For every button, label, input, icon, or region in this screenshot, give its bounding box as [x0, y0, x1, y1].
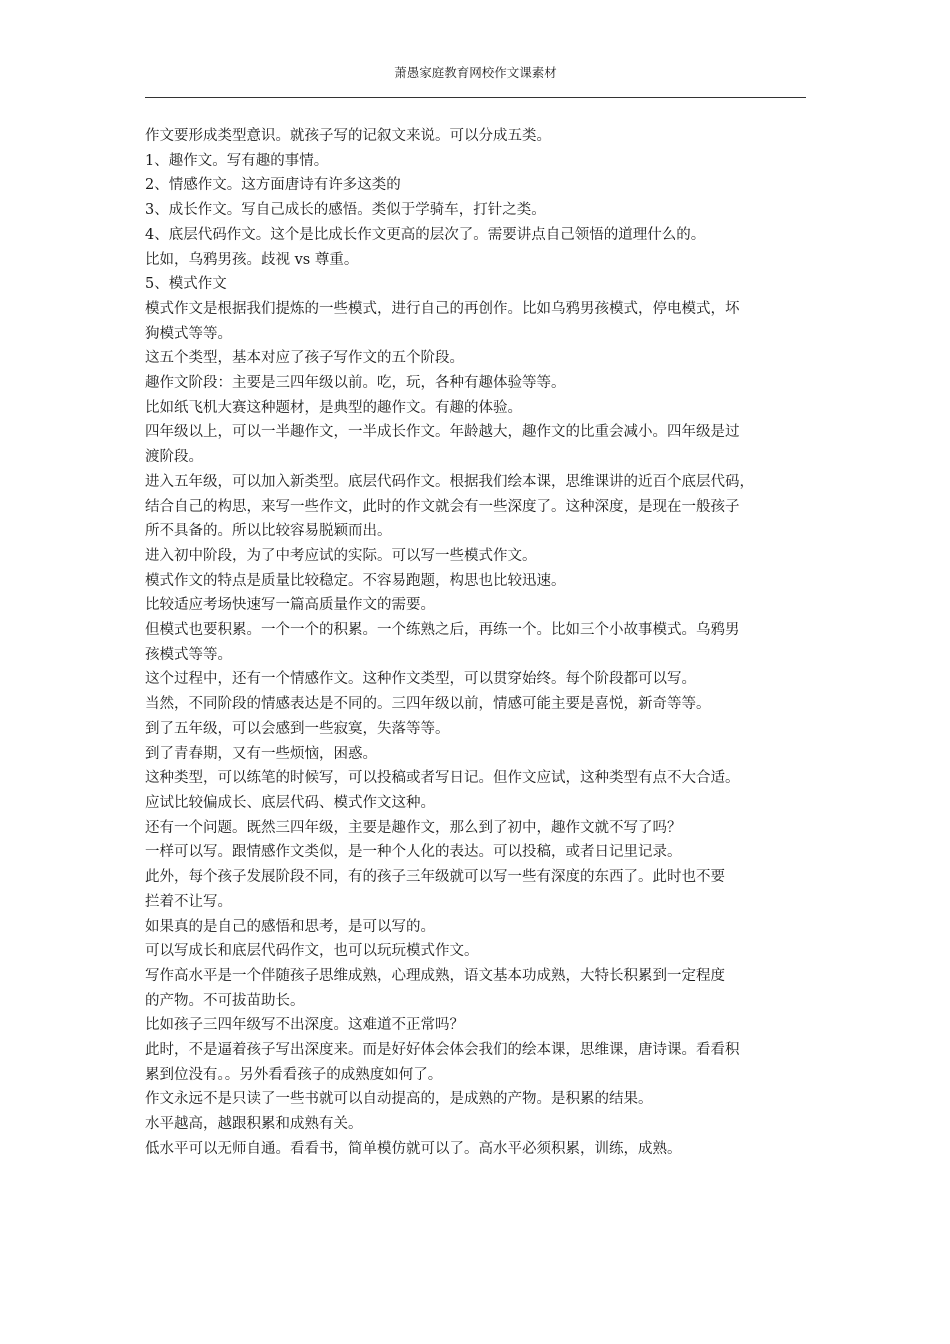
- text-line: 趣作文阶段：主要是三四年级以前。吃，玩，各种有趣体验等等。: [145, 375, 566, 392]
- text-line: 2、情感作文。这方面唐诗有许多这类的: [145, 177, 401, 194]
- text-line: 此外，每个孩子发展阶段不同，有的孩子三年级就可以写一些有深度的东西了。此时也不要: [145, 869, 725, 886]
- text-line: 累到位没有。。另外看看孩子的成熟度如何了。: [145, 1066, 443, 1083]
- text-line: 还有一个问题。既然三四年级，主要是趣作文，那么到了初中，趣作文就不写了吗？: [145, 819, 682, 836]
- text-line: 进入五年级，可以加入新类型。底层代码作文。根据我们绘本课，思维课讲的近百个底层代码，: [145, 473, 754, 490]
- text-line: 比较适应考场快速写一篇高质量作文的需要。: [145, 597, 435, 614]
- header-divider: [145, 97, 806, 98]
- text-line: 作文要形成类型意识。就孩子写的记叙文来说。可以分成五类。: [145, 128, 551, 144]
- text-line: 模式作文是根据我们提炼的一些模式，进行自己的再创作。比如乌鸦男孩模式，停电模式，坏: [145, 300, 740, 317]
- text-line: 模式作文的特点是质量比较稳定。不容易跑题，构思也比较迅速。: [145, 572, 566, 589]
- text-line: 作文永远不是只读了一些书就可以自动提高的，是成熟的产物。是积累的结果。: [145, 1091, 653, 1108]
- text-line: 四年级以上，可以一半趣作文，一半成长作文。年龄越大，趣作文的比重会减小。四年级是过: [145, 424, 740, 441]
- text-line: 当然，不同阶段的情感表达是不同的。三四年级以前，情感可能主要是喜悦，新奇等等。: [145, 696, 711, 713]
- page-header: 萧愚家庭教育网校作文课素材: [394, 65, 557, 80]
- text-line: 5、模式作文: [145, 276, 227, 293]
- text-line: 比如，乌鸦男孩。歧视 vs 尊重。: [145, 251, 359, 268]
- text-line: 结合自己的构思，来写一些作文，此时的作文就会有一些深度了。这种深度，是现在一般孩子: [145, 498, 740, 515]
- text-line: 这种类型，可以练笔的时候写，可以投稿或者写日记。但作文应试，这种类型有点不大合适。: [145, 770, 740, 787]
- text-line: 比如孩子三四年级写不出深度。这难道不正常吗？: [145, 1017, 464, 1034]
- document-body: [145, 124, 809, 1162]
- text-line: 到了青春期，又有一些烦恼，困惑。: [145, 745, 377, 762]
- text-line: 1、趣作文。写有趣的事情。: [145, 152, 329, 169]
- text-line: 到了五年级，可以会感到一些寂寞，失落等等。: [145, 720, 450, 737]
- text-line: 的产物。不可拔苗助长。: [145, 992, 305, 1009]
- text-line: 3、成长作文。写自己成长的感悟。类似于学骑车，打针之类。: [145, 202, 546, 219]
- text-line: 如果真的是自己的感悟和思考，是可以写的。: [145, 918, 435, 935]
- text-line: 水平越高，越跟积累和成熟有关。: [145, 1116, 363, 1133]
- text-line: 写作高水平是一个伴随孩子思维成熟，心理成熟，语文基本功成熟，大特长积累到一定程度: [145, 967, 725, 984]
- text-line: 拦着不让写。: [145, 893, 232, 910]
- text-line: 所不具备的。所以比较容易脱颖而出。: [145, 523, 392, 540]
- text-line: 比如纸飞机大赛这种题材，是典型的趣作文。有趣的体验。: [145, 399, 522, 416]
- text-line: 应试比较偏成长、底层代码、模式作文这种。: [145, 794, 435, 811]
- text-line: 这五个类型，基本对应了孩子写作文的五个阶段。: [145, 350, 464, 367]
- text-line: 此时，不是逼着孩子写出深度来。而是好好体会体会我们的绘本课，思维课，唐诗课。看看积: [145, 1042, 740, 1059]
- text-line: 渡阶段。: [145, 449, 203, 466]
- text-line: 进入初中阶段，为了中考应试的实际。可以写一些模式作文。: [145, 547, 537, 564]
- text-line: 孩模式等等。: [145, 646, 232, 663]
- text-line: 这个过程中，还有一个情感作文。这种作文类型，可以贯穿始终。每个阶段都可以写。: [145, 671, 696, 688]
- text-line: 低水平可以无师自通。看看书，简单模仿就可以了。高水平必须积累，训练，成熟。: [145, 1140, 682, 1157]
- text-line: 可以写成长和底层代码作文，也可以玩玩模式作文。: [145, 943, 479, 960]
- text-line: 狗模式等等。: [145, 325, 232, 342]
- text-line: 4、底层代码作文。这个是比成长作文更高的层次了。需要讲点自己领悟的道理什么的。: [145, 226, 706, 243]
- text-line: 但模式也要积累。一个一个的积累。一个练熟之后，再练一个。比如三个小故事模式。乌鸦男: [145, 622, 740, 639]
- text-line: 一样可以写。跟情感作文类似，是一种个人化的表达。可以投稿，或者日记里记录。: [145, 844, 682, 861]
